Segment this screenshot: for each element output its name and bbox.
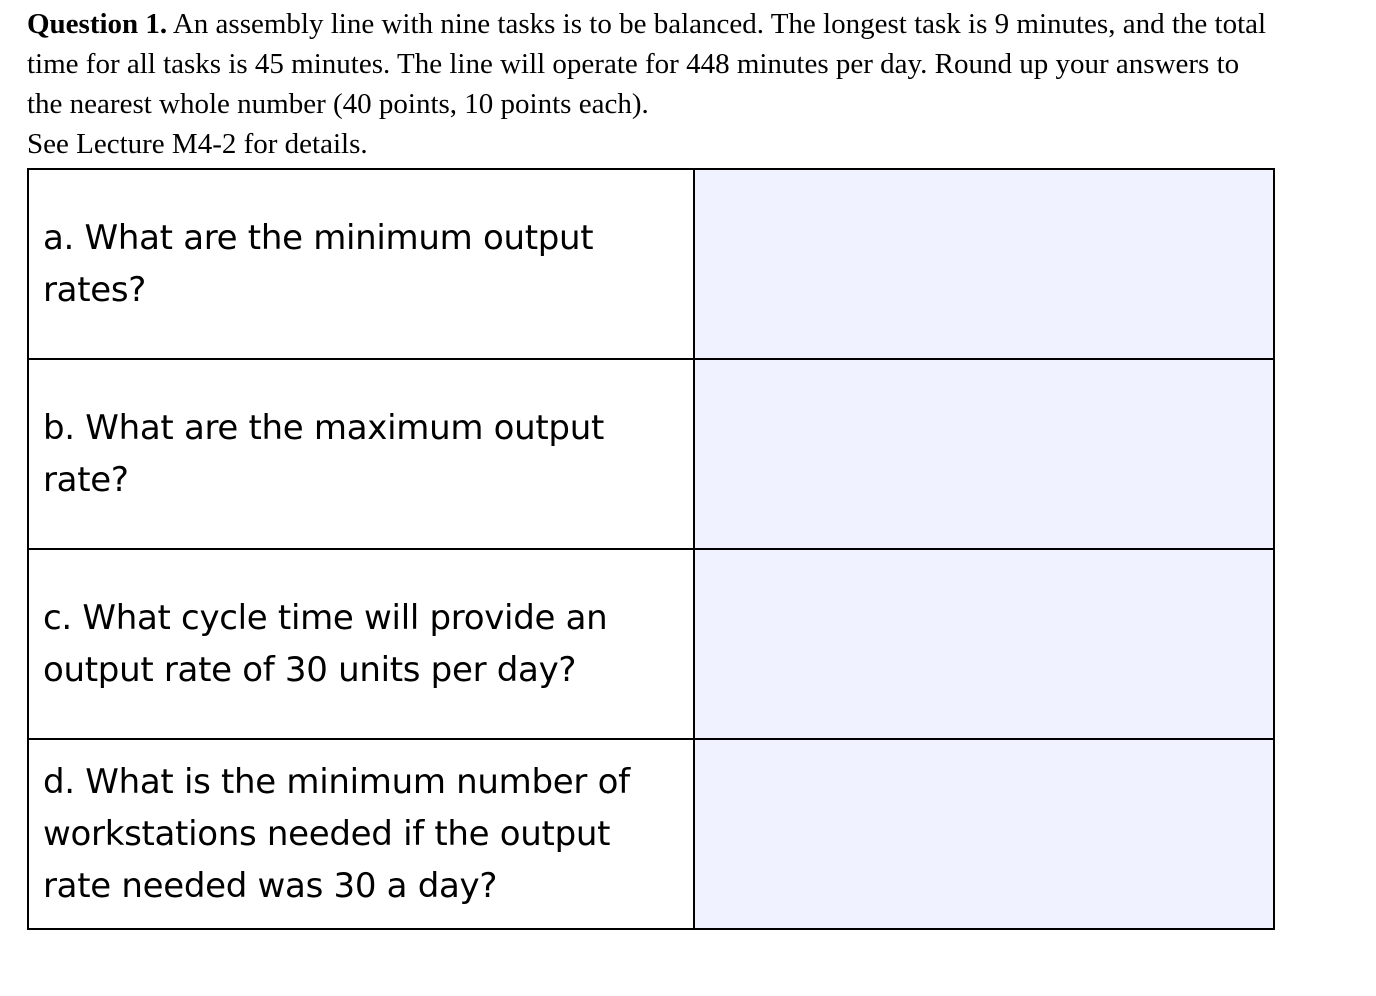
answer-cell-c[interactable]	[694, 549, 1274, 739]
answer-cell-d[interactable]	[694, 739, 1274, 929]
question-label: Question 1.	[27, 8, 168, 40]
question-text	[27, 4, 1277, 164]
prompt-c: c. What cycle time will provide an output rate of 30 units per day?	[43, 598, 608, 690]
answer-table	[27, 168, 1275, 930]
table-row	[28, 169, 1274, 359]
table-row	[28, 549, 1274, 739]
table-row	[28, 359, 1274, 549]
table-row	[28, 739, 1274, 929]
question-body: An assembly line with nine tasks is to be balanced. The longest task is 9 minutes, and the total time for all tasks is 45 minutes. The line will operate for 448 minutes per day. Round up your answers to the nearest whole number (40 points, 10 points each).	[27, 8, 1267, 120]
answer-cell-a[interactable]	[694, 169, 1274, 359]
prompt-cell-c	[28, 549, 694, 739]
lecture-reference: See Lecture M4-2 for details.	[27, 128, 368, 160]
prompt-cell-a	[28, 169, 694, 359]
prompt-a: a. What are the minimum output rates?	[43, 218, 594, 310]
prompt-cell-d	[28, 739, 694, 929]
prompt-b: b. What are the maximum output rate?	[43, 408, 604, 500]
prompt-cell-b	[28, 359, 694, 549]
prompt-d: d. What is the minimum number of workstations needed if the output rate needed was 30 a day?	[43, 762, 630, 906]
answer-cell-b[interactable]	[694, 359, 1274, 549]
